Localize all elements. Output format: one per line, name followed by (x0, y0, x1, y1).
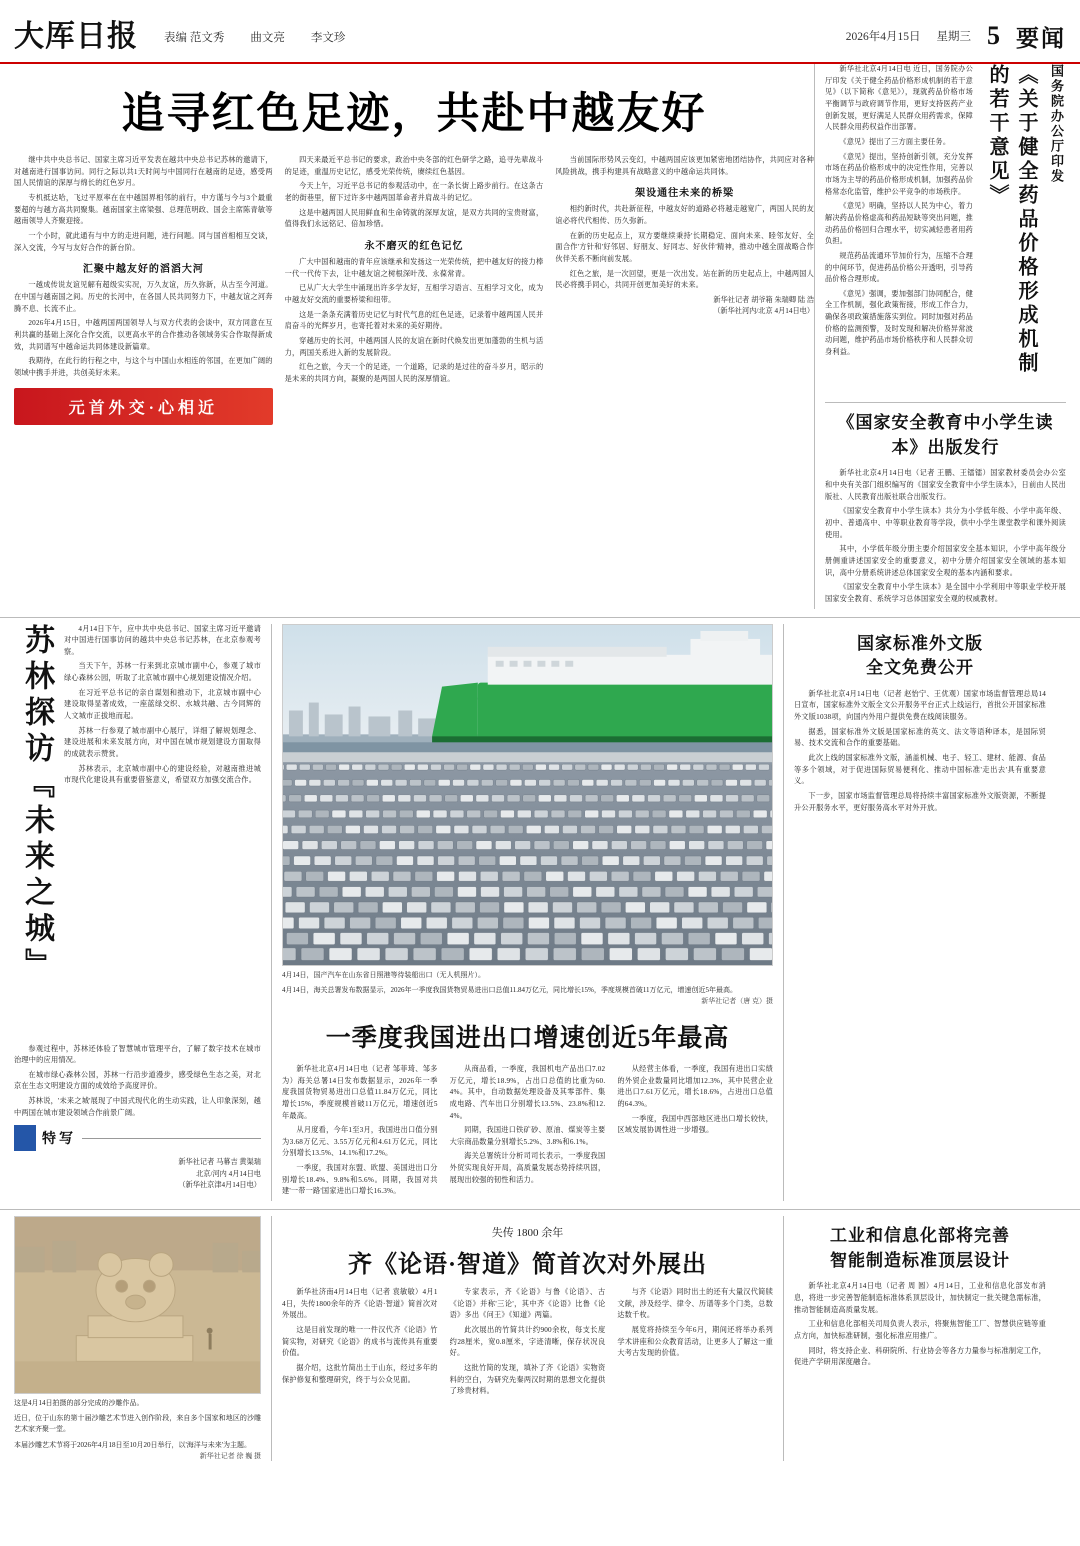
safety-edu-p1: 新华社北京4月14日电（记者 王鹏、王镭镭）国家教材委员会办公室和中央有关部门组织编写的《国家安全教育中小学生读本》，日前由人民出版社、人民教育出版社联合出版发行。 (825, 469, 1066, 501)
safety-edu-p2: 《国家安全教育中小学生读本》共分为小学低年级、小学中高年级、初中、普通高中、中等职业教育等学段，供中小学生课堂教学和课外阅读使用。 (825, 507, 1066, 539)
safety-edu-p3: 其中，小学低年级分册主要介绍国家安全基本知识，小学中高年级分册侧重讲述国家安全的重要意义，初中分册介绍国家安全领域的基本知识，高中分册系统讲述总体国家安全观的基本内涵和要求。 (825, 545, 1066, 577)
top-area (0, 64, 1080, 609)
sulin-p1: 4月14日下午，应中共中央总书记、国家主席习近平邀请对中国进行国事访问的越共中央总书记苏林，在北京参观考察。 (64, 624, 261, 656)
trade-p1: 新华社北京4月14日电（记者 邹菲琦、邹多为）海关总署14日发布数据显示，2026年一季度我国货物贸易进出口总值11.84万亿元，同比增长15%，季度规模首破11万亿元，增速创近5年最高。 (282, 1064, 438, 1120)
manufacturing-title-line1: 工业和信息化部将完善 (830, 1226, 1010, 1246)
trade-col-2 (450, 1064, 606, 1201)
lead-signature-2: （新华社河内/北京 4月14日电） (713, 307, 815, 316)
divider (825, 402, 1066, 403)
editor-0: 表编 范文秀 (164, 32, 225, 44)
red-banner: 元首外交·心相近 (14, 388, 273, 425)
manufacturing-article (784, 1216, 1046, 1461)
standard-title-line2: 全文免费公开 (866, 658, 974, 678)
trade-p4: 从商品看，一季度，我国机电产品出口7.02万亿元，增长18.9%，占出口总值的比重为60.4%。其中，自动数据处理设备及其零部件、集成电路、汽车出口分别增长13.5%、23.8%和12.4%。 (449, 1064, 606, 1120)
policy-p6: 《意见》强调，要加强部门协同配合，健全工作机制，强化政策衔接，形成工作合力，确保各项政策措施落实到位。同时加强对药品价格的监测预警，及时发现和解决价格异常波动问题，维护药品市场价格秩序和人民群众切身利益。 (825, 289, 973, 357)
sulin-p2: 当天下午，苏林一行来到北京城市副中心，参观了城市绿心森林公园，听取了北京城市副中心规划建设情况介绍。 (64, 662, 261, 683)
policy-p3: 《意见》提出，坚持创新引领，充分发挥市场在药品价格形成中的决定性作用，完善以市场为主导的药品价格形成机制，加强药品价格常态化监管，维护公平竞争的市场秩序。 (825, 152, 973, 196)
lead-p7: 四天来最近平总书记的要求，政治中央冬部的红色研学之路，追寻先辈战斗的足迹，重温历史记忆，感受光荣传统，赓续红色基因。 (284, 156, 544, 176)
sulin-p5: 苏林表示，北京城市副中心的建设经验，对越南推进城市现代化建设具有重要借鉴意义，希望双方加强交流合作。 (64, 764, 261, 785)
policy-p2: 《意见》提出了三方面主要任务。 (839, 137, 951, 146)
trade-columns (282, 1064, 773, 1201)
analects-p6: 这批竹简的发现，填补了齐《论语》实物资料的空白，为研究先秦两汉时期的思想文化提供了珍贵材料。 (449, 1364, 606, 1396)
lead-col-2 (285, 155, 544, 429)
lead-p12: 这是一条条充满着历史记忆与时代气息的红色足迹，记录着中越两国人民并肩奋斗的光辉岁月，也寄托着对未来的美好期待。 (284, 310, 544, 331)
editor-list (164, 21, 345, 45)
safety-edu-p4: 《国家安全教育中小学生读本》是全国中小学利用中等职业学校开展国家安全教育、系统学习总体国家安全观的权威教材。 (825, 583, 1066, 603)
standard-p4: 下一步，国家市场监督管理总局将持续丰富国家标准外文版资源，不断提升公开服务水平，更好服务高水平对外开放。 (794, 792, 1046, 812)
sulin-sig-date: （新华社京津4月14日电） (178, 1181, 261, 1190)
lead-p9: 这是中越两国人民用鲜血和生命铸就的深厚友谊，是双方共同的宝贵财富，值得我们永远铭记、倍加珍惜。 (284, 208, 544, 229)
standard-p1: 新华社北京4月14日电（记者 赵怡宁、王优观）国家市场监督管理总局14日宣布，国家标准外文版全文公开服务平台正式上线运行，首批公开国家标准外文版1038项，向国内外用户提供免费在线阅读服务。 (794, 689, 1046, 722)
trade-col-1 (282, 1064, 438, 1201)
analects-p8: 展览将持续至今年6月，期间还将举办系列学术讲座和公众教育活动，让更多人了解这一重大考古发现的价值。 (617, 1326, 774, 1358)
trade-p3: 一季度，我国对东盟、欧盟、美国进出口分别增长18.4%、9.8%和5.6%。同期，我国对共建'一带一路'国家进出口增长16.3%。 (282, 1164, 438, 1196)
standard-p2: 据悉，国家标准外文版是国家标准的英文、法文等语种译本，是国际贸易、技术交流和合作的重要基础。 (794, 727, 1046, 748)
trade-p2: 从月度看，今年1至3月，我国进出口值分别为3.68万亿元、3.55万亿元和4.61万亿元，同比分别增长13.5%、14.1%和17.2%。 (282, 1126, 438, 1158)
policy-p1: 新华社北京4月14日电 近日，国务院办公厅印发《关于健全药品价格形成机制的若干意见》（以下简称《意见》），现就药品价格市场平衡调节与政府调节作用，更好支持医药产业创新发展，更好满足人民群众用药需求，保障人民群众用药权益作出部署。 (825, 65, 973, 132)
policy-title-block (977, 64, 1066, 394)
policy-title: 《关于健全药品价格形成机制的若干意见》 (986, 64, 1037, 376)
editor-2: 李文珍 (310, 32, 346, 44)
sulin-article (14, 624, 272, 1202)
weekday: 星期三 (936, 31, 971, 43)
manufacturing-title-line2: 智能制造标准顶层设计 (830, 1250, 1010, 1270)
analects-p2: 这是目前发现的唯一一件汉代齐《论语》竹简实物，对研究《论语》的成书与流传具有重要价值。 (282, 1326, 438, 1358)
lead-col-3 (555, 155, 814, 429)
masthead-right (846, 14, 1066, 53)
policy-subtitle: 国务院办公厅印发 (1049, 64, 1064, 184)
lead-article (14, 64, 814, 609)
lead-columns (14, 155, 814, 429)
sulin-title: 苏林探访『未来之城』 (20, 623, 53, 984)
lead-p10: 广大中国和越南的青年应该继承和发扬这一光荣传统，把中越友好的接力棒一代一代传下去，让中越友谊之树根深叶茂、永葆常青。 (284, 257, 544, 278)
feature-badge (14, 1125, 261, 1151)
lead-col-1 (14, 155, 273, 429)
analects-p5: 此次展出的竹简共计约900余枚，每支长度约28厘米，宽0.8厘米，字迹清晰，保存状况良好。 (449, 1326, 606, 1358)
lead-p14: 红色之旅，今天一个的足迹，一个道路，记录的是过往的奋斗岁月，昭示的是未来的共同方向，凝聚的是两国人民的深厚情谊。 (284, 363, 544, 383)
manufacturing-p1: 新华社北京4月14日电（记者 周 圆）4月14日，工业和信息化部发布消息，将进一步完善智能制造标准体系顶层设计，加快制定一批关键急需标准，推动智能制造高质量发展。 (794, 1282, 1046, 1314)
policy-p5: 规范药品流通环节加价行为，压缩不合理的中间环节，促进药品价格公开透明，引导药品价格合理形成。 (825, 251, 973, 284)
lead-p15: 当前国际形势风云变幻，中越两国应该更加紧密地团结协作，共同应对各种风险挑战，携手构建具有战略意义的中越命运共同体。 (555, 156, 815, 176)
analects-col-3 (617, 1287, 773, 1401)
analects-columns (282, 1287, 773, 1401)
policy-p4: 《意见》明确，坚持以人民为中心，着力解决药品价格虚高和药品短缺等突出问题，推动药品价格回归合理水平，切实减轻患者用药负担。 (825, 202, 973, 246)
analects-kicker: 失传 1800 余年 (491, 1227, 564, 1240)
manufacturing-title (794, 1224, 1046, 1273)
lead-headline: 追寻红色足迹，共赴中越友好 (121, 91, 707, 138)
feature-label: 特写 (42, 1132, 76, 1148)
photo-caption: 4月14日，国产汽车在山东省日照港等待装船出口（无人机照片）。 (282, 970, 485, 979)
sand-caption-1: 这是4月14日拍摄的部分完成的沙雕作品。 (14, 1399, 144, 1408)
right-column-mid (784, 624, 1046, 1202)
sand-sculpture-block (14, 1216, 272, 1461)
policy-article (814, 64, 1066, 609)
trade-title: 一季度我国进出口增速创近5年最高 (325, 1024, 730, 1052)
feature-mark-icon (14, 1125, 36, 1151)
photo-credit: 新华社记者（唐 克）摄 (701, 996, 773, 1005)
analects-p3: 据介绍，这批竹简出土于山东，经过多年的保护修复和整理研究，终于与公众见面。 (282, 1364, 438, 1384)
lead-p16: 相约新时代，共赴新征程，中越友好的道路必将越走越宽广，两国人民的友谊必将代代相传、历久弥新。 (555, 205, 815, 225)
lead-p6: 我期待，在此行的行程之中，与这个与中国山水相连的邻国，在更加广阔的领域中携手并进，共创美好未来。 (14, 357, 273, 377)
analects-p4: 专家表示，齐《论语》与鲁《论语》、古《论语》并称'三论'，其中齐《论语》比鲁《论语》多出《问王》《知道》两篇。 (449, 1288, 606, 1320)
trade-p6: 海关总署统计分析司司长表示，一季度我国外贸实现良好开局，高质量发展态势持续巩固，展现出较强的韧性和活力。 (449, 1152, 606, 1184)
lead-p8: 今天上午，习近平总书记的参观活动中，在一条长街上路步前行。在这条古老的街巷里，留下过许多中越两国革命者并肩战斗的记忆。 (284, 182, 544, 202)
standard-title-line1: 国家标准外文版 (857, 633, 983, 653)
lead-p4: 一越成传说友谊见解有超级实实况，万久友谊，历久弥新，从古至今河道。在中国与越南国之间。历史的长河中，在各国人民共同努力下，中越友谊之河奔腾不息、长流不止。 (14, 281, 273, 313)
manufacturing-p2: 工业和信息化部相关司局负责人表示，将聚焦智能工厂、智慧供应链等重点方向，加快标准研制，强化标准应用推广。 (794, 1320, 1046, 1340)
analects-col-1 (282, 1287, 438, 1401)
lead-sub1: 汇聚中越友好的滔滔大河 (82, 264, 204, 276)
lead-p5: 2026年4月15日，中越两国两国领导人与双方代表的会谈中，双方同意在互利共赢的基础上深化合作交流，以更高水平的合作推动各领域务实合作取得新成效，共同谱写中越命运共同体建设新篇章。 (14, 319, 273, 351)
analects-col-2 (450, 1287, 606, 1401)
bottom-area (0, 1209, 1080, 1461)
analects-title: 齐《论语·智道》简首次对外展出 (347, 1252, 707, 1279)
photo-caption-2: 4月14日，海关总署发布数据显示，2026年一季度我国货物贸易进出口总值11.84万亿元，同比增长15%，季度规模首破11万亿元，增速创近5年最高。 (282, 985, 738, 994)
safety-edu-title: 《国家安全教育中小学生读本》出版发行 (837, 413, 1054, 457)
mid-area (0, 617, 1080, 1202)
section-name: 要闻 (1016, 25, 1066, 51)
port-photo (282, 624, 773, 966)
editor-1: 曲文亮 (250, 32, 285, 44)
lead-p17: 在新的历史起点上，双方要继续秉持'长期稳定、面向未来、睦邻友好、全面合作'方针和'好邻居、好朋友、好同志、好伙伴'精神，推动中越全面战略合作伙伴关系不断向前发展。 (555, 231, 815, 263)
sand-caption-2: 近日，位于山东的第十届沙雕艺术节进入创作阶段，来自多个国家和地区的沙雕艺术家齐聚一堂。 (14, 1414, 261, 1434)
sulin-p8: 苏林说，'未来之城'展现了中国式现代化的生动实践，让人印象深刻，越中两国在城市建设领域合作前景广阔。 (14, 1097, 261, 1117)
trade-col-3 (617, 1064, 773, 1201)
trade-article (272, 624, 784, 1202)
sulin-p3: 在习近平总书记的亲自谋划和推动下，北京城市副中心建设取得显著成效，一座蓝绿交织、水城共融、古今同辉的人文城市正拔地而起。 (64, 688, 261, 721)
sulin-sig-1: 新华社记者 马幕吉 黄渠瑞 (178, 1158, 261, 1167)
lead-p1: 继中共中央总书记、国家主席习近平发表在越共中央总书记苏林的邀请下，对越南进行国事访问。同行之际以共1天时间与中国同行在越南的足迹，感受两国人民情谊的深厚与绵长的红色岁月。 (14, 156, 273, 188)
feature-rule (82, 1138, 261, 1139)
standard-p3: 此次上线的国家标准外文版，涵盖机械、电子、轻工、建材、能源、食品等多个领域，对于促进国际贸易便利化、推动中国标准'走出去'具有重要意义。 (794, 754, 1046, 786)
sand-sculpture-photo (14, 1216, 261, 1394)
lead-sub3: 架设通往未来的桥梁 (635, 188, 735, 200)
lead-sub2: 永不磨灭的红色记忆 (364, 240, 464, 252)
sulin-p4: 苏林一行参观了城市副中心展厅，详细了解规划理念、建设进展和未来发展方向，对中国在城市规划建设方面取得的成就表示赞赏。 (64, 726, 261, 759)
sulin-p7: 在城市绿心森林公园，苏林一行沿步道漫步，感受绿色生态之美，对北京在生态文明建设方面的成效给予高度评价。 (14, 1070, 261, 1091)
manufacturing-p3: 同时，将支持企业、科研院所、行业协会等各方力量参与标准制定工作，促进产学研用深度融合。 (794, 1346, 1046, 1367)
lead-signature: 新华社记者 胡爷箱 朱瑞卿 陆 浩 (713, 295, 815, 304)
analects-p1: 新华社济南4月14日电（记者 袁敏敏）4月14日，失传1800余年的齐《论语·智道》简首次对外展出。 (282, 1288, 438, 1320)
policy-body (825, 64, 973, 394)
analects-p7: 与齐《论语》同时出土的还有大量汉代简牍文献，涉及经学、律令、历谱等多个门类，总数达数千枚。 (617, 1288, 774, 1320)
publication-date: 2026年4月15日 (845, 31, 921, 43)
lead-p3: 一个小时，就此通有与中方的走进问题，进行问题。同与国首相相互交谈，深入交流，今写与友好合作的新台阶。 (14, 231, 273, 252)
masthead (0, 0, 1080, 64)
policy-header (825, 64, 1066, 394)
page-number: 5 (987, 21, 1000, 50)
trade-p8: 一季度，我国中西部地区进出口增长较快，区域发展协调性进一步增强。 (617, 1114, 774, 1135)
sand-sculpture-graphic (15, 1217, 260, 1393)
standard-title (794, 632, 1046, 681)
lead-p11: 已从广大大学生中涌现出许多学友好，互相学习语言、互相学习文化，成为中越友好交流的重要桥梁和纽带。 (284, 284, 544, 304)
lead-p13: 穿越历史的长河，中越两国人民的友谊在新时代焕发出更加蓬勃的生机与活力，两国关系进入新的发展阶段。 (284, 336, 544, 357)
lead-p18: 红色之旅，是一次回望，更是一次出发。站在新的历史起点上，中越两国人民必将携手同心，共同开创更加美好的未来。 (555, 269, 815, 290)
newspaper-logo: 大厍日报 (14, 20, 138, 53)
port-photo-graphic (283, 625, 772, 965)
sulin-p6: 参观过程中，苏林还体验了智慧城市管理平台，了解了数字技术在城市治理中的应用情况。 (14, 1044, 261, 1065)
trade-p7: 从经营主体看，一季度，我国有进出口实绩的外贸企业数量同比增加12.3%，其中民营企业进出口7.61万亿元，增长18.6%，占进出口总值的64.3%。 (617, 1064, 774, 1108)
lead-p2: 专机抵达哈，飞过平原率在在中越国界相邻的前行，中方谨与今与3个最重要超的与越方高共同聚集。越南国家主席梁强、总理范明政、国会主席陈青敏等越南领导人齐聚迎接。 (14, 193, 273, 226)
sulin-sig-2: 北京/河内 4月14日电 (196, 1169, 261, 1178)
analects-article (272, 1216, 784, 1461)
trade-p5: 同期，我国进口铁矿砂、原油、煤炭等主要大宗商品数量分别增长5.2%、3.8%和6.1%。 (449, 1126, 606, 1146)
sand-credit: 新华社记者 徐 巍 摄 (199, 1451, 261, 1460)
sand-caption-3: 本届沙雕艺术节将于2026年4月18日至10月20日举行，以'海洋与未来'为主题。 (14, 1440, 252, 1449)
